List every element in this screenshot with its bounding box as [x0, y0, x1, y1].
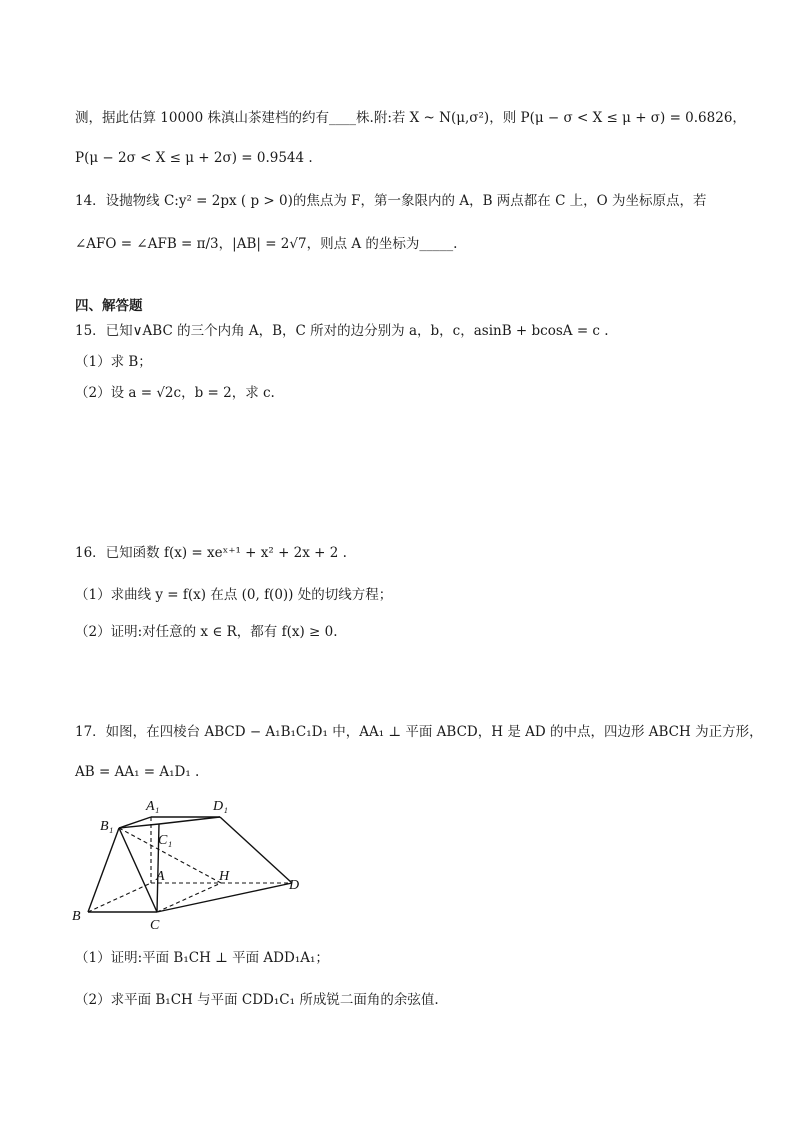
label-C1: C₁: [158, 833, 173, 848]
problem-15-part-1: （1）求 B；: [75, 354, 152, 370]
problem-16-part-2: （2）证明:对任意的 x ∈ R，都有 f(x) ≥ 0.: [75, 624, 338, 640]
edge-CD: [157, 883, 292, 912]
label-A1: A₁: [146, 799, 160, 814]
frustum-figure: [70, 792, 310, 932]
label-B1: B₁: [100, 819, 114, 834]
problem-14-line: ∠AFO = ∠AFB = π/3，|AB| = 2√7，则点 A 的坐标为_____.: [75, 236, 458, 252]
edge-D1D: [220, 817, 292, 883]
problem-text-line: P(μ − 2σ < X ≤ μ + 2σ) = 0.9544 .: [75, 150, 313, 166]
label-C: C: [150, 918, 160, 932]
problem-17-stem: AB = AA₁ = A₁D₁ .: [75, 764, 200, 780]
label-H: H: [219, 869, 230, 884]
label-D: D: [289, 878, 300, 893]
edge-CH: [157, 883, 221, 912]
section-heading: 四、解答题: [75, 298, 143, 314]
problem-15-stem: 15．已知∨ABC 的三个内角 A，B，C 所对的边分别为 a，b，c，asinB + bcosA = c .: [75, 323, 609, 339]
problem-16-part-1: （1）求曲线 y = f(x) 在点 (0, f(0)) 处的切线方程；: [75, 587, 393, 603]
problem-16-stem: 16．已知函数 f(x) = xeˣ⁺¹ + x² + 2x + 2 .: [75, 545, 347, 561]
problem-17-stem: 17．如图，在四棱台 ABCD − A₁B₁C₁D₁ 中，AA₁ ⊥ 平面 ABCD，H 是 AD 的中点，四边形 ABCH 为正方形，: [75, 724, 763, 740]
problem-17-part-1: （1）证明:平面 B₁CH ⊥ 平面 ADD₁A₁；: [75, 950, 329, 966]
problem-15-part-2: （2）设 a = √2c，b = 2，求 c.: [75, 385, 275, 401]
label-A: A: [156, 869, 165, 884]
problem-14-line: 14．设抛物线 C:y² = 2px ( p > 0)的焦点为 F，第一象限内的 A，B 两点都在 C 上，O 为坐标原点，若: [75, 193, 707, 209]
problem-text-line: 测，据此估算 10000 株滇山茶建档的约有____株.附:若 X ~ N(μ,σ²)，则 P(μ − σ < X ≤ μ + σ) = 0.6826，: [75, 110, 746, 126]
label-D1: D₁: [213, 799, 228, 814]
edge-C1D1: [159, 817, 220, 824]
problem-17-part-2: （2）求平面 B₁CH 与平面 CDD₁C₁ 所成锐二面角的余弦值.: [75, 992, 439, 1008]
label-B: B: [72, 909, 81, 924]
